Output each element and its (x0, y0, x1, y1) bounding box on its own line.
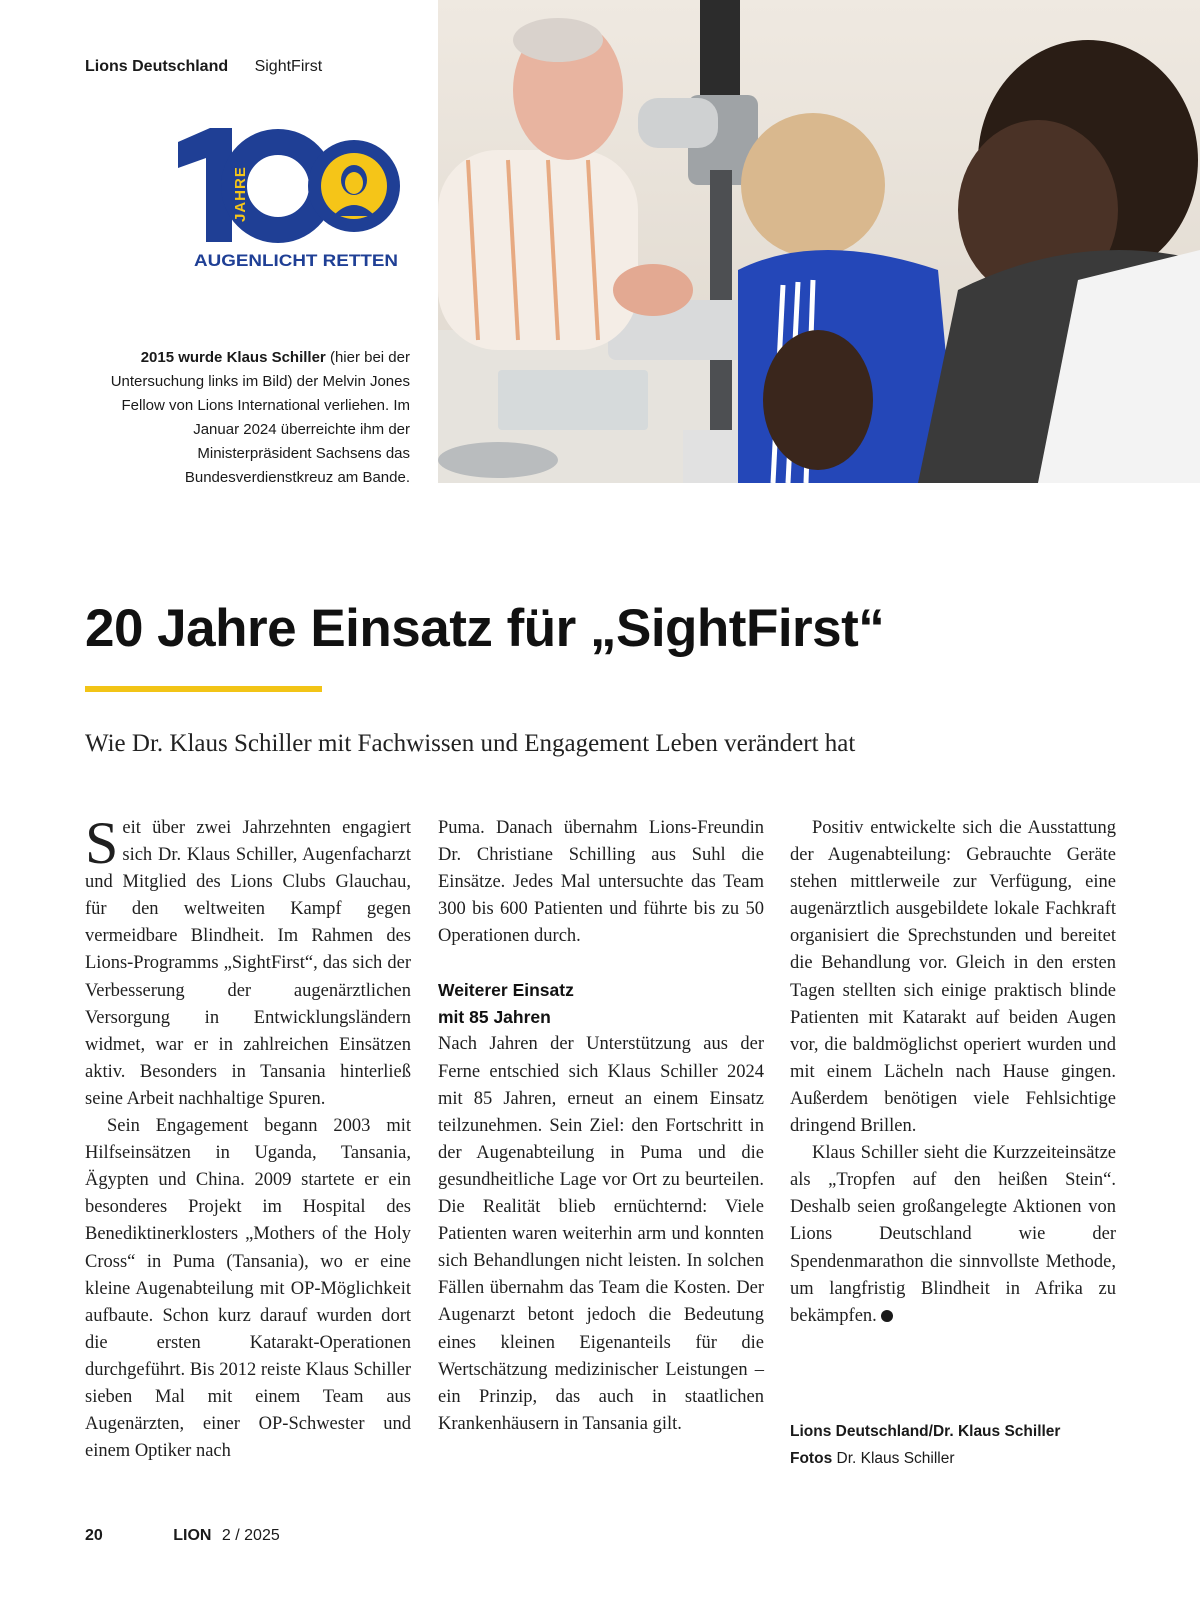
section-header (85, 58, 322, 76)
article-subtitle: Wie Dr. Klaus Schiller mit Fachwissen und Engagement Leben verändert hat (85, 730, 856, 757)
article-credits (790, 1418, 1060, 1472)
paragraph-4: Positiv entwickelte sich die Ausstattung der Augenabteilung: Gebrauchte Geräte stehen mittlerweile zur Verfügung, eine augenärztlich ausgebildete lokale Fachkraft organisiert die Sprechstunden und bereitet die Behandlung vor. Gleich in den ersten Tagen stellten sich einige praktisch blinde Patienten mit Katarakt auf beiden Augen vor, die baldmöglichst operiert wurden und mit einem Lächeln nach Hause gingen. Außerdem benötigen viele Fehlsichtige dringend Brillen. (790, 818, 1116, 1137)
photo-credit-label: Fotos (790, 1450, 833, 1467)
article-column-3 (790, 815, 1116, 1330)
paragraph-5-text: Klaus Schiller sieht die Kurzzeiteinsätze als „Tropfen auf den heißen Stein“. Deshalb seien großangelegte Aktionen von Lions Deutschland wie der Spendenmarathon die sinnvollste Methode, um langfristig Blindheit in Afrika zu bekämpfen. (790, 1143, 1116, 1326)
caption-text: (hier bei der Untersuchung links im Bild) der Melvin Jones Fellow von Lions International verliehen. Im Januar 2024 überreichte ihm der Ministerpräsident Sachsens das Bundesverdienstkreuz am Bande. (110, 349, 410, 486)
drop-cap: S (85, 810, 119, 876)
subheading-line-2: mit 85 Jahren (438, 1007, 551, 1028)
paragraph-5 (790, 1140, 1116, 1330)
author-credit: Lions Deutschland/Dr. Klaus Schiller (790, 1423, 1061, 1440)
anniversary-logo (168, 124, 408, 274)
logo-tagline: AUGENLICHT RETTEN (194, 251, 398, 270)
magazine-name: LION (173, 1527, 212, 1544)
page-number: 20 (85, 1527, 103, 1544)
page-footer (85, 1527, 280, 1545)
caption-lead: 2015 wurde Klaus Schiller (140, 349, 326, 366)
paragraph-2-continued: Puma. Danach übernahm Lions-Freundin Dr. Christiane Schilling aus Suhl die Einsätze. Jedes Mal untersuchte das Team 300 bis 600 Patienten und führte bis zu 50 Operationen durch. (438, 818, 764, 947)
anniversary-logo-graphic (168, 124, 408, 274)
logo-vertical-word: JAHRE (232, 166, 249, 222)
section-subheading (438, 977, 764, 1031)
subheading-line-1: Weiterer Einsatz (438, 980, 574, 1001)
article-title: 20 Jahre Einsatz für „SightFirst“ (85, 599, 885, 658)
instrument-tray (498, 370, 648, 430)
photo-caption (85, 346, 410, 490)
article-photo (438, 0, 1200, 483)
article-column-2 (438, 815, 764, 1438)
paragraph-2: Sein Engagement begann 2003 mit Hilfseinsätzen in Uganda, Tansania, Ägypten und China. 2009 startete er ein besonderes Projekt im Hospital des Benediktinerklosters „Mothers of the Holy Cross“ in Puma (Tansania), wo er eine kleine Augenabteilung mit OP-Möglichkeit aufbaute. Schon kurz darauf wurden dort die ersten Katarakt-Operationen durchgeführt. Bis 2012 reiste Klaus Schiller sieben Mal mit einem Team aus Augenärzten, einer OP-Schwester und einem Optiker nach (85, 1116, 411, 1462)
photo-credit-name: Dr. Klaus Schiller (836, 1450, 955, 1467)
title-underline (85, 686, 322, 692)
issue-number: 2 / 2025 (221, 1527, 280, 1544)
paragraph-1-text: eit über zwei Jahrzehnten engagiert sich Dr. Klaus Schiller, Augenfacharzt und Mitglied des Lions Clubs Glauchau, für den weltweiten Kampf gegen vermeidbare Blindheit. Im Rahmen des Lions-Programms „SightFirst“, das sich der Verbesserung der augenärztlichen Versorgung in Entwicklungsländern widmet, war er in zahlreichen Einsätzen aktiv. Besonders in Tansania hinterließ seine Arbeit nachhaltige Spuren. (85, 818, 411, 1109)
brand-label: Lions Deutschland (85, 58, 229, 75)
paragraph-3: Nach Jahren der Unterstützung aus der Ferne entschied sich Klaus Schiller 2024 mit 85 Jahren, erneut an einem Einsatz teilzunehmen. Sein Ziel: den Fortschritt in der Augenabteilung in Puma und die gesundheitliche Lage vor Ort zu beurteilen. Die Realität blieb ernüchternd: Viele Patienten waren weiterhin arm und konnten sich Behandlungen nicht leisten. In solchen Fällen übernahm das Team die Kosten. Der Augenarzt betont jedoch die Bedeutung eines kleinen Eigenanteils für die Wertschätzung medizinischer Leistungen – ein Prinzip, das auch in staatlichen Krankenhäusern in Tansania gilt. (438, 1034, 764, 1434)
metal-bowl (438, 442, 558, 478)
section-label: SightFirst (254, 58, 323, 75)
article-column-1 (85, 810, 411, 1465)
paragraph-1 (85, 810, 411, 1113)
photo-credit (790, 1445, 1060, 1472)
lions-end-mark-icon: L (881, 1310, 893, 1322)
